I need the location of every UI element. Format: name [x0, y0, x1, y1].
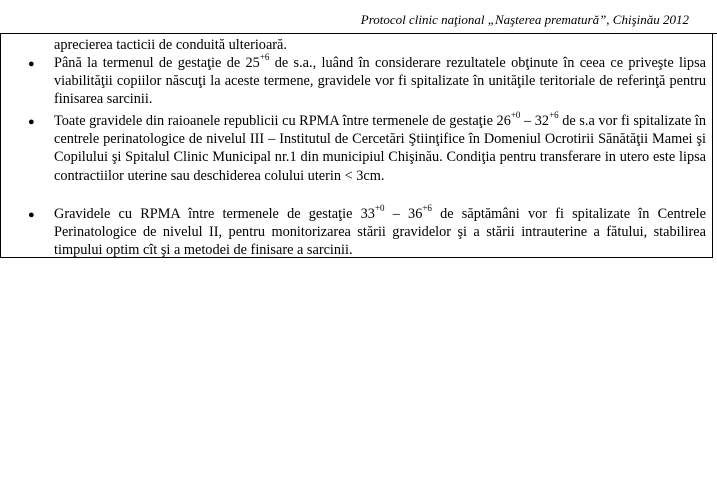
bullet-2-superscript-b: +6 [549, 110, 559, 121]
bullet-2-text-a: Toate gravidele din raioanele republicii cu RPMA între termenele de gestaţie 26 [54, 113, 511, 129]
continuation-text: aprecierea tacticii de conduită ulterioară. [54, 37, 287, 53]
bullet-marker-1: ● [28, 58, 35, 70]
bullet-3-superscript-b: +6 [422, 203, 432, 214]
bullet-paragraph-2 [54, 112, 706, 185]
bullet-1-text-b: de s.a., luând în considerare rezultatele obţinute în ceea ce priveşte lipsa viabilităţii copiilor născuţi la aceste termene, gravidele vor fi spitalizate în unităţile teritoriale de referinţă pentru finisarea sarcinii. [54, 55, 706, 108]
bullet-3-superscript-a: +0 [374, 203, 385, 214]
bullet-3-text-b: – 36 [384, 206, 423, 222]
bullet-1-text-a: Până la termenul de gestaţie de 25 [54, 55, 260, 71]
bullet-3-text-c: de săptămâni vor fi spitalizate în Centrele Perinatologice de nivelul II, pentru monitorizarea stării gravidelor şi a stării intrauterine a fătului, stabilirea timpului optim cît şi a metodei de finisare a sarcinii. [54, 206, 706, 259]
bullet-marker-3: ● [28, 209, 35, 221]
bullet-2-text-c: de s.a vor fi spitalizate în centrele perinatologice de nivelul III – Institutul de Cercetări Ştiinţifice în Domeniul Ocrotirii Sănătăţii Mamei şi Copilului şi Spitalul Clinic Municipal nr.1 din municipiul Chişinău. Condiţia pentru transferare in utero este lipsa contractiilor uterine sau deschiderea colului uterin < 3cm. [54, 113, 706, 184]
bullet-paragraph-1 [54, 54, 706, 109]
bullet-3-text-a: Gravidele cu RPMA între termenele de gestaţie 33 [54, 206, 375, 222]
bullet-marker-2: ● [28, 116, 35, 128]
bullet-2-superscript-a: +0 [510, 110, 521, 121]
page-header-title: Protocol clinic naţional „Naşterea prematură”, Chişinău 2012 [360, 12, 689, 27]
bullet-paragraph-3 [54, 205, 706, 260]
bullet-1-superscript: +6 [259, 52, 270, 63]
bullet-2-text-b: – 32 [520, 113, 550, 129]
